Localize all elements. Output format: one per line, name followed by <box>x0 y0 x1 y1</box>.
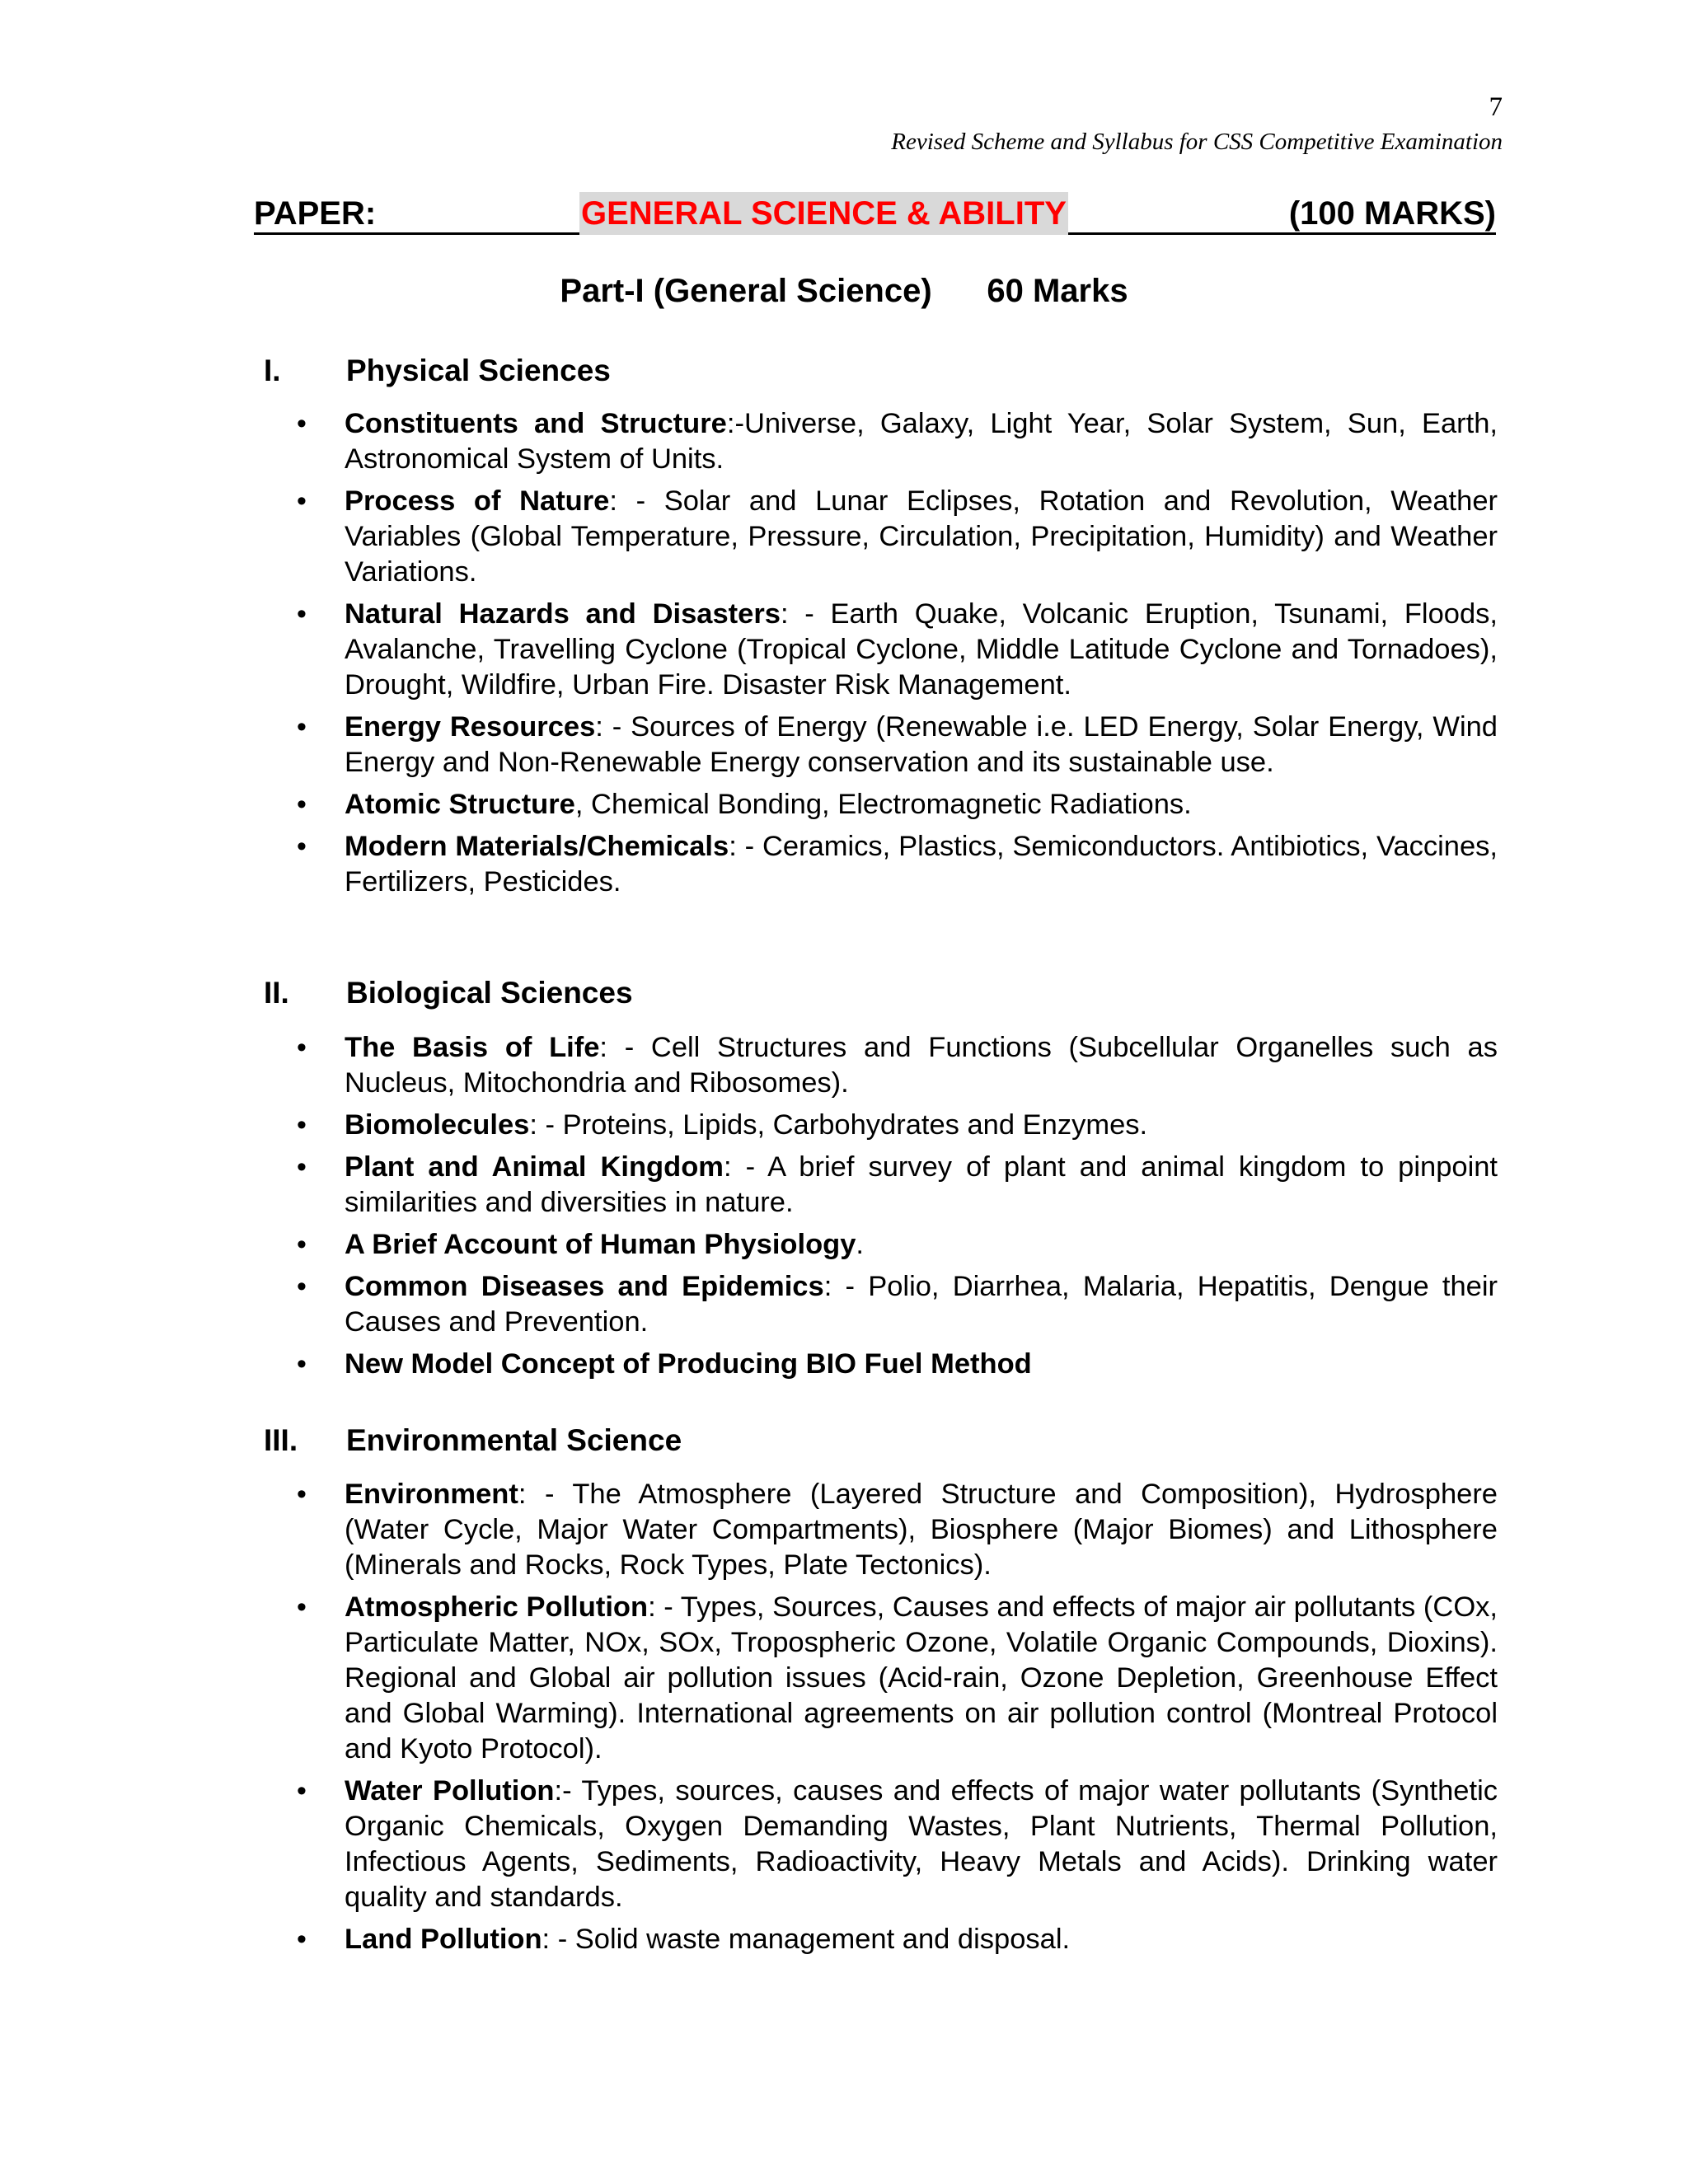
page-number: 7 <box>1489 92 1503 122</box>
list-item-term: Atmospheric Pollution <box>345 1591 649 1623</box>
section-title: Biological Sciences <box>346 976 633 1010</box>
list-item <box>297 1774 1498 1915</box>
list-item-text: . <box>856 1229 865 1260</box>
list-item <box>297 1269 1498 1340</box>
list-item <box>297 710 1498 780</box>
biological-sciences-list <box>297 1030 1498 1389</box>
section-numeral: III. <box>264 1423 298 1457</box>
list-item <box>297 1347 1498 1382</box>
list-item <box>297 1227 1498 1263</box>
list-item <box>297 829 1498 900</box>
list-item <box>297 1030 1498 1101</box>
list-item-term: New Model Concept of Producing BIO Fuel Method <box>345 1348 1032 1380</box>
list-item-term: Environment <box>345 1479 518 1510</box>
physical-sciences-list <box>297 406 1498 907</box>
list-item-text: : - The Atmosphere (Layered Structure and Composition), Hydrosphere (Water Cycle, Major Water Compartments), Biosphere (Major Biomes) and Lithosphere (Minerals and Rocks, Rock Types, Plate Tectonics). <box>345 1479 1498 1581</box>
list-item <box>297 1922 1498 1957</box>
list-item-text: : - Proteins, Lipids, Carbohydrates and Enzymes. <box>529 1109 1148 1141</box>
list-item-text: : - Solar and Lunar Eclipses, Rotation and Revolution, Weather Variables (Global Temperature, Pressure, Circulation, Precipitation, Humidity) and Weather Variations. <box>345 485 1498 588</box>
list-item <box>297 1590 1498 1767</box>
section-title: Environmental Science <box>346 1423 682 1457</box>
paper-title: GENERAL SCIENCE & ABILITY <box>579 192 1068 235</box>
list-item-text: : - Polio, Diarrhea, Malaria, Hepatitis, Dengue their Causes and Prevention. <box>345 1271 1498 1338</box>
section-numeral: I. <box>264 354 281 387</box>
environmental-science-list <box>297 1477 1498 1964</box>
list-item-text: : - Ceramics, Plastics, Semiconductors. Antibiotics, Vaccines, Fertilizers, Pesticides. <box>345 831 1498 898</box>
running-header: Revised Scheme and Syllabus for CSS Competitive Examination <box>891 129 1503 155</box>
list-item-text: : - Types, Sources, Causes and effects of major air pollutants (COx, Particulate Matter, NOx, SOx, Tropospheric Ozone, Volatile Organic Compounds, Dioxins). Regional and Global air pollution issues (Acid-rain, Ozone Depletion, Greenhouse Effect and Global Warming). International agreements on air pollution control (Montreal Protocol and Kyoto Protocol). <box>345 1591 1498 1765</box>
section-numeral: II. <box>264 976 289 1010</box>
list-item <box>297 1108 1498 1143</box>
list-item-text: , Chemical Bonding, Electromagnetic Radiations. <box>574 789 1192 820</box>
list-item-term: Natural Hazards and Disasters <box>345 598 781 630</box>
list-item-term: Modern Materials/Chemicals <box>345 831 729 862</box>
list-item-text: :- Types, sources, causes and effects of major water pollutants (Synthetic Organic Chemicals, Oxygen Demanding Wastes, Plant Nutrients, Thermal Pollution, Infectious Agents, Sediments, Radioactivity, Heavy Metals and Acids). Drinking water quality and standards. <box>345 1775 1498 1913</box>
list-item <box>297 406 1498 477</box>
section-heading-biological-sciences <box>264 974 633 1012</box>
section-heading-physical-sciences <box>264 352 611 390</box>
list-item-term: Atomic Structure <box>345 789 575 820</box>
list-item-term: Process of Nature <box>345 485 610 517</box>
list-item-text: : - A brief survey of plant and animal kingdom to pinpoint similarities and diversities in nature. <box>345 1151 1498 1218</box>
list-item <box>297 787 1498 823</box>
section-title: Physical Sciences <box>346 354 611 387</box>
list-item-text: : - Solid waste management and disposal. <box>542 1924 1071 1955</box>
list-item-term: Energy Resources <box>345 711 596 743</box>
list-item-term: Plant and Animal Kingdom <box>345 1151 724 1183</box>
list-item-term: Land Pollution <box>345 1924 542 1955</box>
list-item-text: : - Sources of Energy (Renewable i.e. LED Energy, Solar Energy, Wind Energy and Non-Renewable Energy conservation and its sustainable use. <box>345 711 1498 778</box>
list-item-term: Biomolecules <box>345 1109 530 1141</box>
list-item-text: : - Earth Quake, Volcanic Eruption, Tsunami, Floods, Avalanche, Travelling Cyclone (Tropical Cyclone, Middle Latitude Cyclone and Tornadoes), Drought, Wildfire, Urban Fire. Disaster Risk Management. <box>345 598 1498 701</box>
list-item-term: Water Pollution <box>345 1775 555 1807</box>
list-item-term: Constituents and Structure <box>345 408 727 439</box>
paper-label: PAPER: <box>254 195 377 232</box>
list-item-term: The Basis of Life <box>345 1032 600 1063</box>
list-item-text: :-Universe, Galaxy, Light Year, Solar System, Sun, Earth, Astronomical System of Units. <box>345 408 1498 475</box>
list-item <box>297 1477 1498 1583</box>
list-item-term: A Brief Account of Human Physiology <box>345 1229 856 1260</box>
list-item <box>297 1150 1498 1221</box>
paper-heading <box>254 192 1496 235</box>
section-heading-environmental-science <box>264 1422 682 1460</box>
paper-marks: (100 MARKS) <box>1288 195 1496 232</box>
list-item <box>297 484 1498 590</box>
list-item-text: : - Cell Structures and Functions (Subcellular Organelles such as Nucleus, Mitochondria and Ribosomes). <box>345 1032 1498 1099</box>
list-item-term: Common Diseases and Epidemics <box>345 1271 824 1302</box>
list-item <box>297 597 1498 703</box>
part-title: Part-I (General Science) 60 Marks <box>560 273 1128 309</box>
